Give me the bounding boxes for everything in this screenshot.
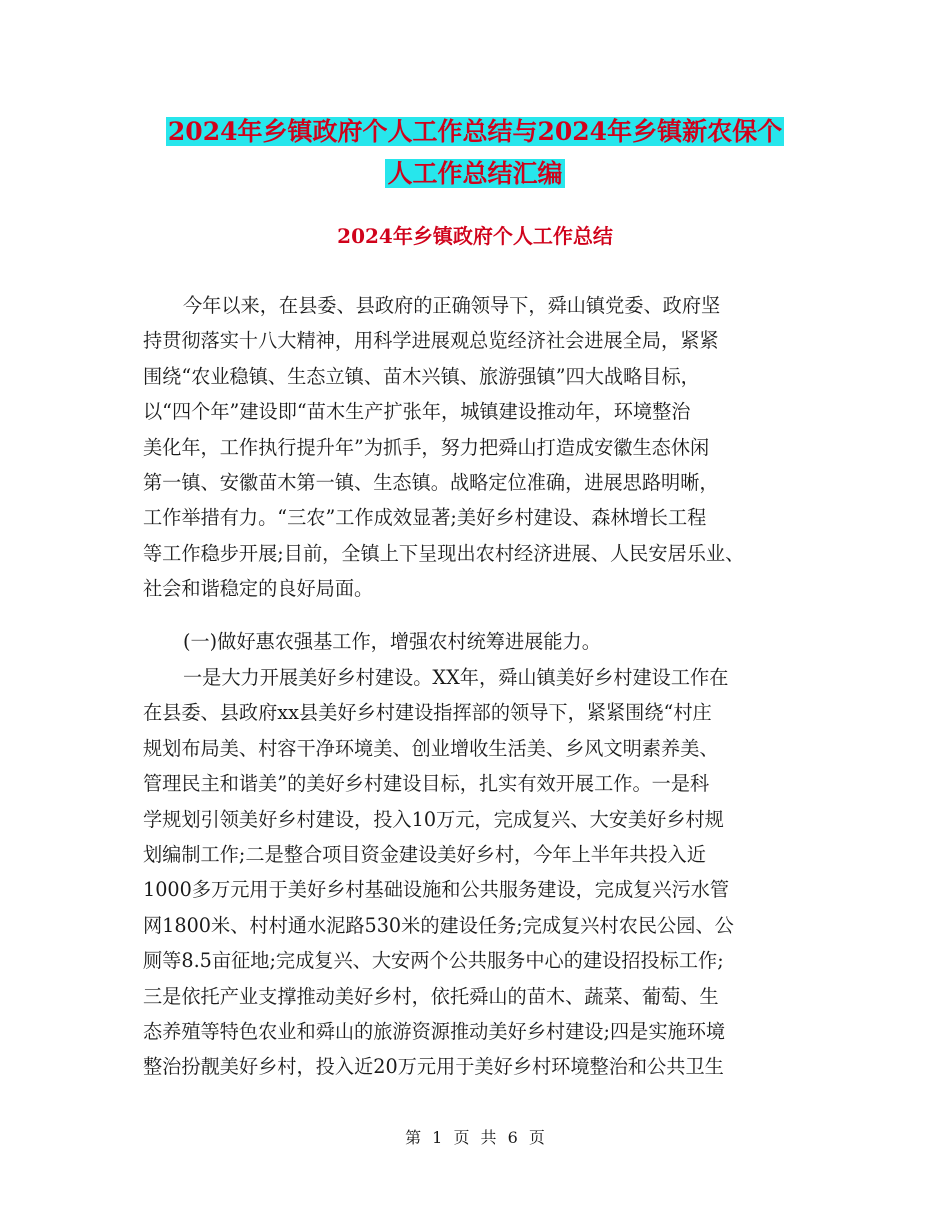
document-title-text-1: 2024年乡镇政府个人工作总结与2024年乡镇新农保个 [167,117,783,146]
section-title: 2024年乡镇政府个人工作总结 [337,224,613,248]
paragraph-line: 持贯彻落实十八大精神，用科学进展观总览经济社会进展全局，紧紧 [143,329,719,353]
paragraph-line: 工作举措有力。“三农”工作成效显著;美好乡村建设、森林增长工程 [143,506,707,530]
paragraph-line: 态养殖等特色农业和舜山的旅游资源推动美好乡村建设;四是实施环境 [143,1019,726,1043]
document-title-text-2: 人工作总结汇编 [387,159,563,188]
document-title-line-2 [0,152,950,195]
paragraph-line: 围绕“农业稳镇、生态立镇、苗木兴镇、旅游强镇”四大战略目标， [143,364,700,388]
paragraph-line: 在县委、县政府xx县美好乡村建设指挥部的领导下，紧紧围绕“村庄 [143,701,712,725]
paragraph-2 [143,660,823,1085]
paragraph-line: 学规划引领美好乡村建设，投入10万元，完成复兴、大安美好乡村规 [143,807,724,831]
paragraph-line: 管理民主和谐美”的美好乡村建设目标，扎实有效开展工作。一是科 [143,772,710,796]
paragraph-line: 网1800米、村村通水泥路530米的建设任务;完成复兴村农民公园、公 [143,913,734,937]
paragraph-1 [143,288,823,607]
paragraph-line: 整治扮靓美好乡村，投入近20万元用于美好乡村环境整治和公共卫生 [143,1055,724,1079]
paragraph-line: 三是依托产业支撑推动美好乡村，依托舜山的苗木、蔬菜、葡萄、生 [143,984,719,1008]
paragraph-line: 今年以来，在县委、县政府的正确领导下，舜山镇党委、政府坚 [183,294,721,317]
subheading-1 [143,624,823,659]
paragraph-line: 规划布局美、村容干净环境美、创业增收生活美、乡风文明素养美、 [143,736,719,760]
paragraph-line: 厕等8.5亩征地;完成复兴、大安两个公共服务中心的建设招投标工作; [143,949,724,973]
subheading-line: (一)做好惠农强基工作，增强农村统筹进展能力。 [183,630,601,653]
paragraph-line: 美化年，工作执行提升年”为抓手，努力把舜山打造成安徽生态休闲 [143,435,710,459]
paragraph-line: 一是大力开展美好乡村建设。XX年，舜山镇美好乡村建设工作在 [183,666,729,689]
paragraph-line: 1000多万元用于美好乡村基础设施和公共服务建设，完成复兴污水管 [143,878,730,902]
paragraph-line: 划编制工作;二是整合项目资金建设美好乡村，今年上半年共投入近 [143,842,706,866]
paragraph-line: 第一镇、安徽苗木第一镇、生态镇。战略定位准确，进展思路明晰， [143,470,719,494]
paragraph-line: 社会和谐稳定的良好局面。 [143,577,374,601]
page-number-footer: 第 1 页 共 6 页 [405,1128,545,1147]
document-title-line-1 [0,110,950,153]
paragraph-line: 等工作稳步开展;目前，全镇上下呈现出农村经济进展、人民安居乐业、 [143,541,745,565]
paragraph-line: 以“四个年”建设即“苗木生产扩张年，城镇建设推动年，环境整治 [143,400,691,424]
